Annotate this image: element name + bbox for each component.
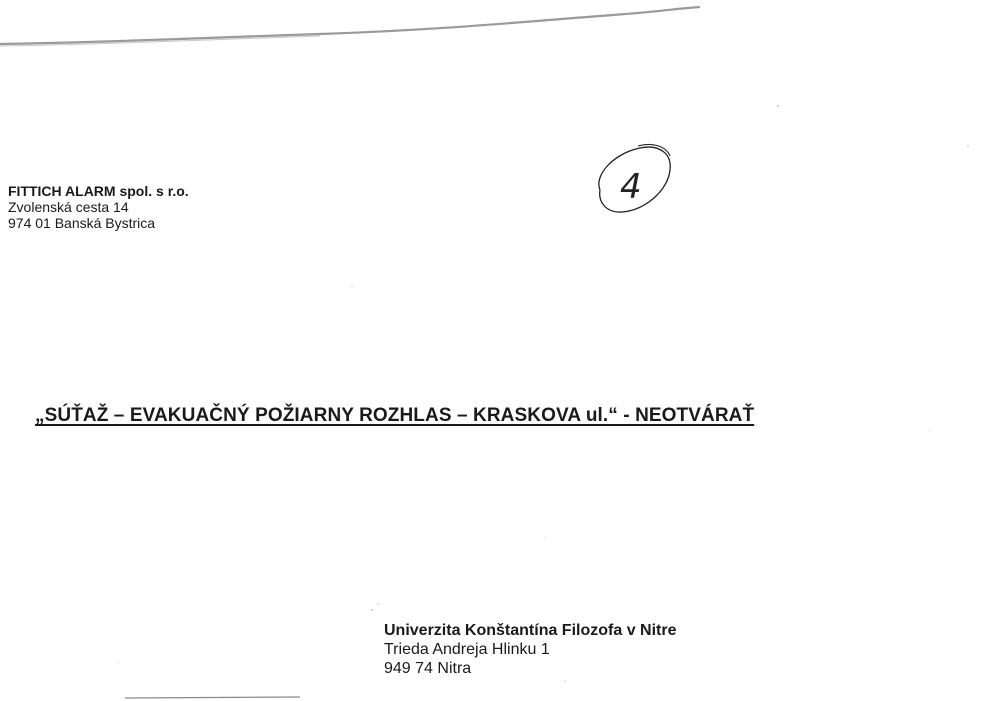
sender-city: 974 01 Banská Bystrica: [8, 215, 156, 231]
sender-address-block: [8, 183, 189, 231]
sender-name: FITTICH ALARM spol. s r.o.: [8, 183, 189, 199]
recipient-address-block: [384, 621, 676, 678]
handwritten-number: 4: [620, 167, 642, 207]
recipient-city: 949 74 Nitra: [384, 660, 472, 677]
sender-street: Zvolenská cesta 14: [8, 199, 129, 215]
handwritten-circle-icon: [590, 140, 680, 220]
recipient-street: Trieda Andreja Hlinku 1: [384, 641, 550, 658]
envelope-heading: „SÚŤAŽ – EVAKUAČNÝ POŽIARNY ROZHLAS – KRASKOVA ul.“ - NEOTVÁRAŤ: [35, 405, 755, 426]
recipient-name: Univerzita Konštantína Filozofa v Nitre: [384, 622, 677, 639]
handwritten-number-mark: [590, 140, 680, 225]
